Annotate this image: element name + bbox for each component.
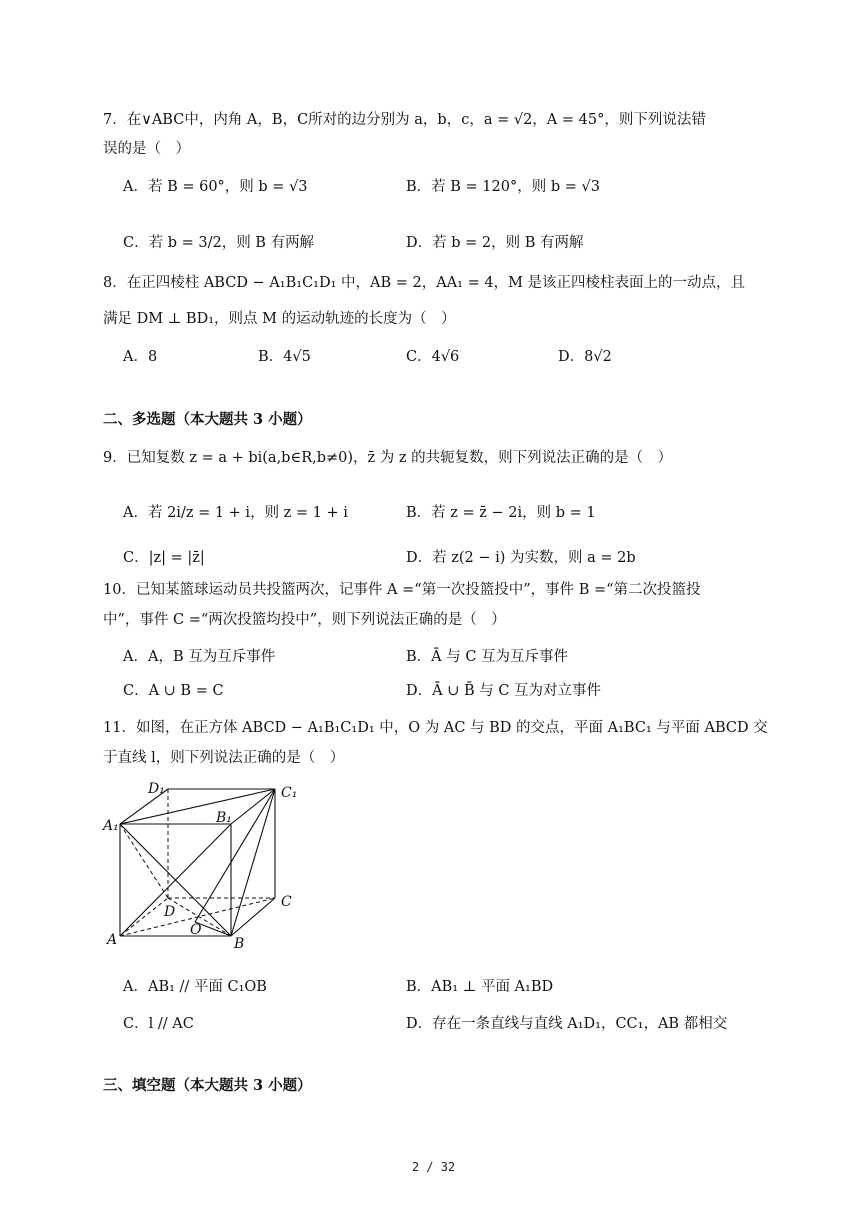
q11-stem-line1: 11．如图，在正方体 ABCD − A₁B₁C₁D₁ 中，O 为 AC 与 BD 的交点，平面 A₁BC₁ 与平面 ABCD 交 — [103, 720, 768, 736]
q10-stem-line2: 中”，事件 C =“两次投篮均投中”，则下列说法正确的是（ ） — [103, 612, 506, 628]
q11-option-c: C．l // AC — [123, 1016, 194, 1032]
q10-stem-line1: 10．已知某篮球运动员共投篮两次，记事件 A =“第一次投篮投中”，事件 B =“第二次投篮投 — [103, 582, 701, 598]
q8-stem-line2: 满足 DM ⊥ BD₁，则点 M 的运动轨迹的长度为（ ） — [103, 311, 456, 327]
label-b: B — [234, 936, 245, 952]
q7-stem-line2: 误的是（ ） — [103, 141, 190, 157]
q7-option-b: B．若 B = 120°，则 b = √3 — [406, 179, 600, 195]
q8-option-b: B．4√5 — [258, 349, 311, 365]
q11-stem-line2: 于直线 l，则下列说法正确的是（ ） — [103, 750, 345, 766]
label-d: D — [164, 904, 176, 920]
segment-a1d-hidden — [120, 824, 168, 898]
section-heading-multiple-choice: 二、多选题（本大题共 3 小题） — [103, 411, 312, 428]
cube-figure — [100, 772, 310, 954]
label-c: C — [281, 894, 292, 910]
q8-stem-line1: 8．在正四棱柱 ABCD − A₁B₁C₁D₁ 中，AB = 2，AA₁ = 4，M 是该正四棱柱表面上的一动点，且 — [103, 275, 746, 291]
q9-option-c: C．|z| = |z̄| — [123, 550, 205, 566]
q11-option-b: B．AB₁ ⊥ 平面 A₁BD — [406, 979, 554, 995]
q8-option-a: A．8 — [123, 349, 158, 365]
segment-bc1 — [231, 789, 275, 936]
segment-c1o — [195, 789, 275, 922]
q10-option-a: A．A，B 互为互斥事件 — [123, 649, 276, 665]
q7-stem-line1: 7．在∨ABC中，内角 A，B，C所对的边分别为 a，b，c，a = √2，A = 45°，则下列说法错 — [103, 112, 706, 128]
label-a1: A₁ — [103, 818, 119, 834]
q7-option-a: A．若 B = 60°，则 b = √3 — [123, 179, 308, 195]
q10-option-d: D．Ā ∪ B̄ 与 C 互为对立事件 — [406, 683, 602, 699]
label-c1: C₁ — [281, 785, 298, 801]
label-d1: D₁ — [148, 781, 165, 797]
q7-option-c: C．若 b = 3/2，则 B 有两解 — [123, 235, 315, 251]
q9-option-a: A．若 2i/z = 1 + i，则 z = 1 + i — [123, 505, 348, 521]
page-number: 2 / 32 — [411, 1160, 456, 1174]
q7-option-d: D．若 b = 2，则 B 有两解 — [406, 235, 584, 251]
q11-option-d: D．存在一条直线与直线 A₁D₁，CC₁，AB 都相交 — [406, 1016, 728, 1032]
label-o: O — [190, 922, 202, 938]
label-b1: B₁ — [216, 810, 232, 826]
q8-option-c: C．4√6 — [406, 349, 460, 365]
q9-option-d: D．若 z(2 − i) 为实数，则 a = 2b — [406, 550, 636, 566]
q11-option-a: A．AB₁ // 平面 C₁OB — [123, 979, 267, 995]
q9-stem: 9．已知复数 z = a + bi(a,b∈R,b≠0)，z̄ 为 z 的共轭复数，则下列说法正确的是（ ） — [103, 450, 673, 466]
label-a: A — [107, 932, 118, 948]
q8-option-d: D．8√2 — [558, 349, 612, 365]
section-heading-fill-in: 三、填空题（本大题共 3 小题） — [103, 1077, 312, 1094]
q10-option-b: B．Ā 与 C 互为互斥事件 — [406, 649, 569, 665]
q10-option-c: C．A ∪ B = C — [123, 683, 224, 699]
q9-option-b: B．若 z = z̄ − 2i，则 b = 1 — [406, 505, 596, 521]
